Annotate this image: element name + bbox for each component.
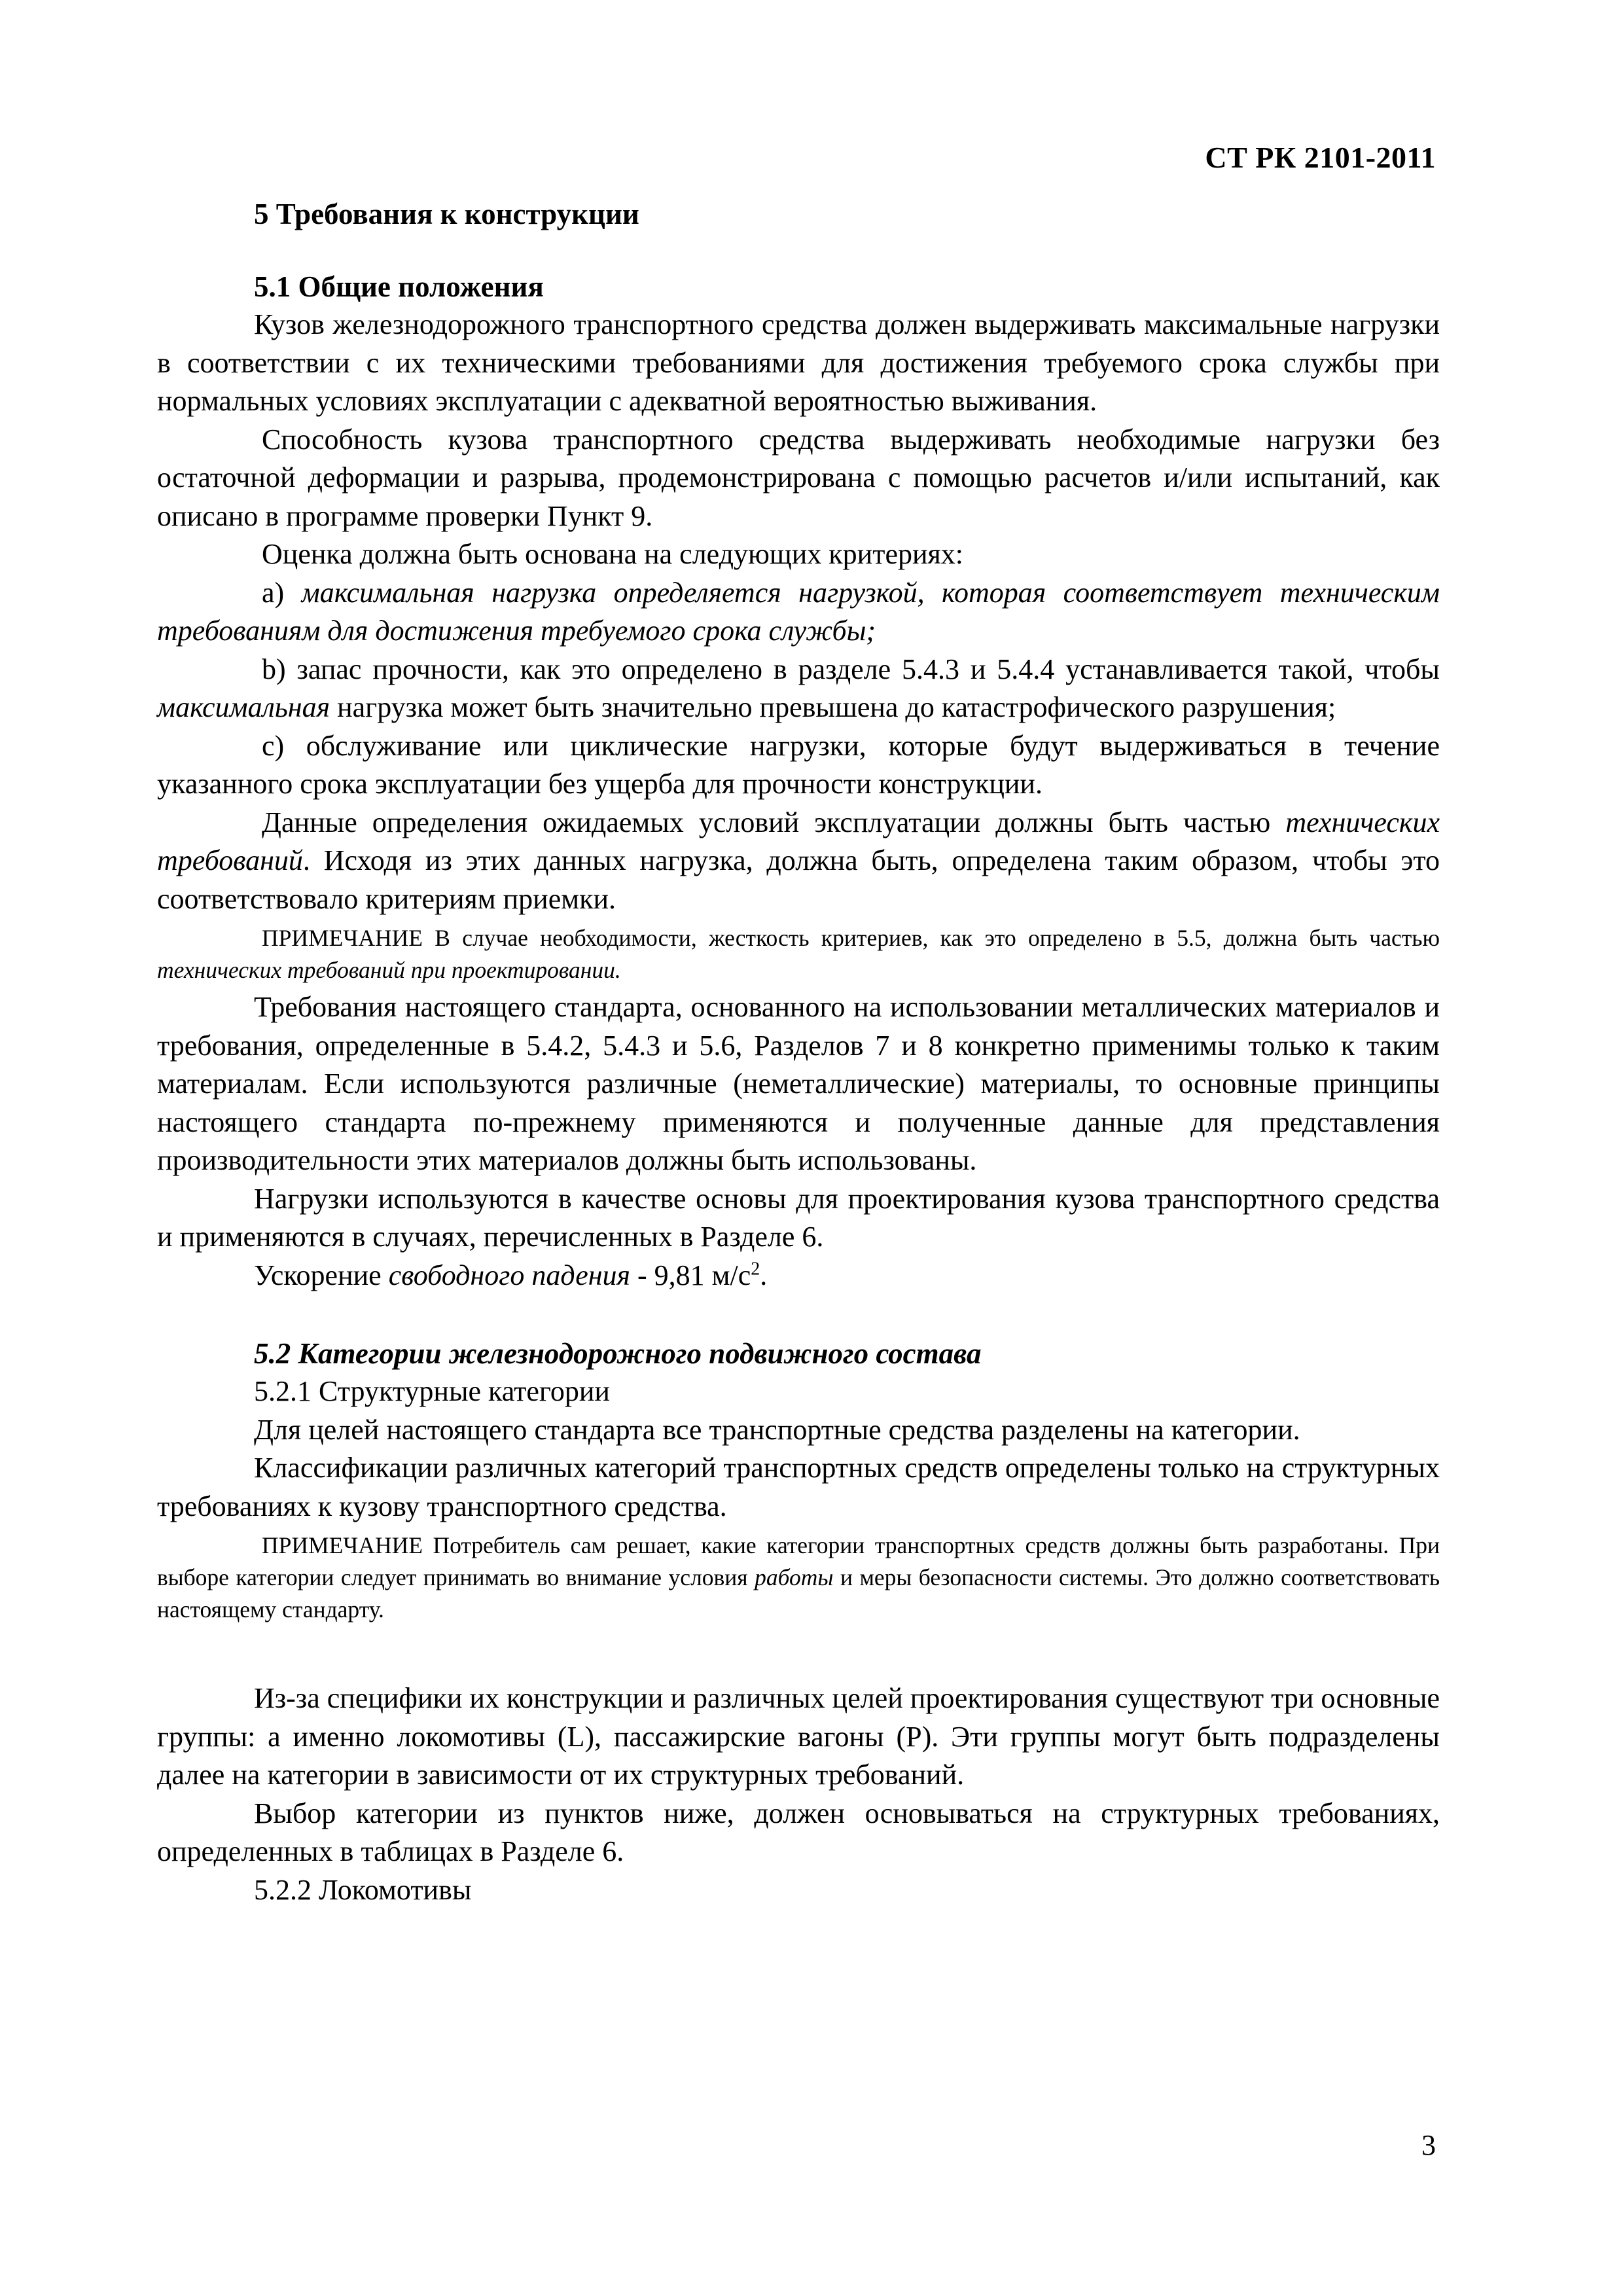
page-content bbox=[157, 137, 1440, 1909]
section-5-1-title: 5.1 Общие положения bbox=[254, 270, 544, 303]
criteria-item-b-emphasis: максимальная bbox=[157, 691, 330, 723]
paragraph-5-1-2: Способность кузова транспортного средства выдерживать необходимые нагрузки без остаточной деформации и разрыва, продемонстрирована с помощью расчетов и/или испытаний, как описано в программе проверки Пункт 9. bbox=[157, 423, 1440, 532]
paragraph-5-1-7-emphasis: свободного падения bbox=[388, 1259, 630, 1291]
note-1: ПРИМЕЧАНИЕ В случае необходимости, жесткость критериев, как это определено в 5.5, должна быть частью технических требований при проектировании. bbox=[157, 925, 1440, 983]
subsection-5-2-2-title: 5.2.2 Локомотивы bbox=[254, 1873, 472, 1906]
paragraph-5-1-7: Ускорение свободного падения - 9,81 $м/с^2$. bbox=[254, 1258, 768, 1291]
page-number: 3 bbox=[1421, 2129, 1436, 2161]
criteria-item-a bbox=[157, 574, 1440, 651]
paragraph-5-1-6: Нагрузки используются в качестве основы для проектирования кузова транспортного средства и применяются в случаях, перечисленных в Разделе 6. bbox=[157, 1182, 1440, 1253]
paragraph-5-2-3: Из-за специфики их конструкции и различных целей проектирования существуют три основные группы: а именно локомотивы (L), пассажирские вагоны (P). Эти группы могут быть подразделены далее на категории в зависимости от их структурных требований. bbox=[157, 1682, 1440, 1791]
document-code: СТ РК 2101-2011 bbox=[1205, 141, 1436, 174]
criteria-item-b: b) запас прочности, как это определено в разделе 5.4.3 и 5.4.4 устанавливается такой, чтобы максимальная нагрузка может быть значительно превышена до катастрофического разрушения; bbox=[157, 653, 1440, 723]
paragraph-5-1-4: Данные определения ожидаемых условий эксплуатации должны быть частью технических требований. Исходя из этих данных нагрузка, должна быть, определена таким образом, чтобы это соответствовало критериям приемки. bbox=[157, 806, 1440, 915]
paragraph-5-1-4-emphasis: технических требований bbox=[157, 806, 1440, 876]
paragraph-5-1-3: Оценка должна быть основана на следующих критериях: bbox=[262, 538, 963, 570]
note-2: ПРИМЕЧАНИЕ Потребитель сам решает, какие категории транспортных средств должны быть разработаны. При выборе категории следует принимать во внимание условия работы и меры безопасности системы. Это должно соответствовать настоящему стандарту. bbox=[157, 1532, 1440, 1623]
subsection-5-2-1-title: 5.2.1 Структурные категории bbox=[254, 1375, 610, 1407]
note-1-emphasis: технических требований при проектировании. bbox=[157, 957, 621, 983]
criteria-item-a-label: а) bbox=[262, 576, 285, 609]
section-5-title: 5 Требования к конструкции bbox=[254, 198, 639, 230]
paragraph-5-2-1: Для целей настоящего стандарта все транспортные средства разделены на категории. bbox=[254, 1413, 1300, 1446]
note-2-emphasis: работы bbox=[755, 1564, 834, 1590]
criteria-item-a-text: максимальная нагрузка определяется нагрузкой, которая соответствует техническим требованиям для достижения требуемого срока службы; bbox=[157, 576, 1440, 647]
paragraph-5-2-2: Классификации различных категорий транспортных средств определены только на структурных требованиях к кузову транспортного средства. bbox=[157, 1452, 1440, 1522]
paragraph-5-2-4: Выбор категории из пунктов ниже, должен основываться на структурных требованиях, определенных в таблицах в Разделе 6. bbox=[157, 1797, 1440, 1867]
paragraph-5-1-1: Кузов железнодорожного транспортного средства должен выдерживать максимальные нагрузки в соответствии с их техническими требованиями для достижения требуемого срока службы при нормальных условиях эксплуатации с адекватной вероятностью выживания. bbox=[157, 308, 1440, 417]
paragraph-5-1-5: Требования настоящего стандарта, основанного на использовании металлических материалов и требования, определенные в 5.4.2, 5.4.3 и 5.6, Разделов 7 и 8 конкретно применимы только к таким материалам. Если используются различные (неметаллические) материалы, то основные принципы настоящего стандарта по-прежнему применяются и полученные данные для представления производительности этих материалов должны быть использованы. bbox=[157, 991, 1440, 1176]
section-5-2-title: 5.2 Категории железнодорожного подвижного состава bbox=[254, 1337, 982, 1370]
criteria-item-c: с) обслуживание или циклические нагрузки, которые будут выдерживаться в течение указанного срока эксплуатации без ущерба для прочности конструкции. bbox=[157, 729, 1440, 800]
superscript-2: 2 bbox=[751, 1258, 760, 1279]
